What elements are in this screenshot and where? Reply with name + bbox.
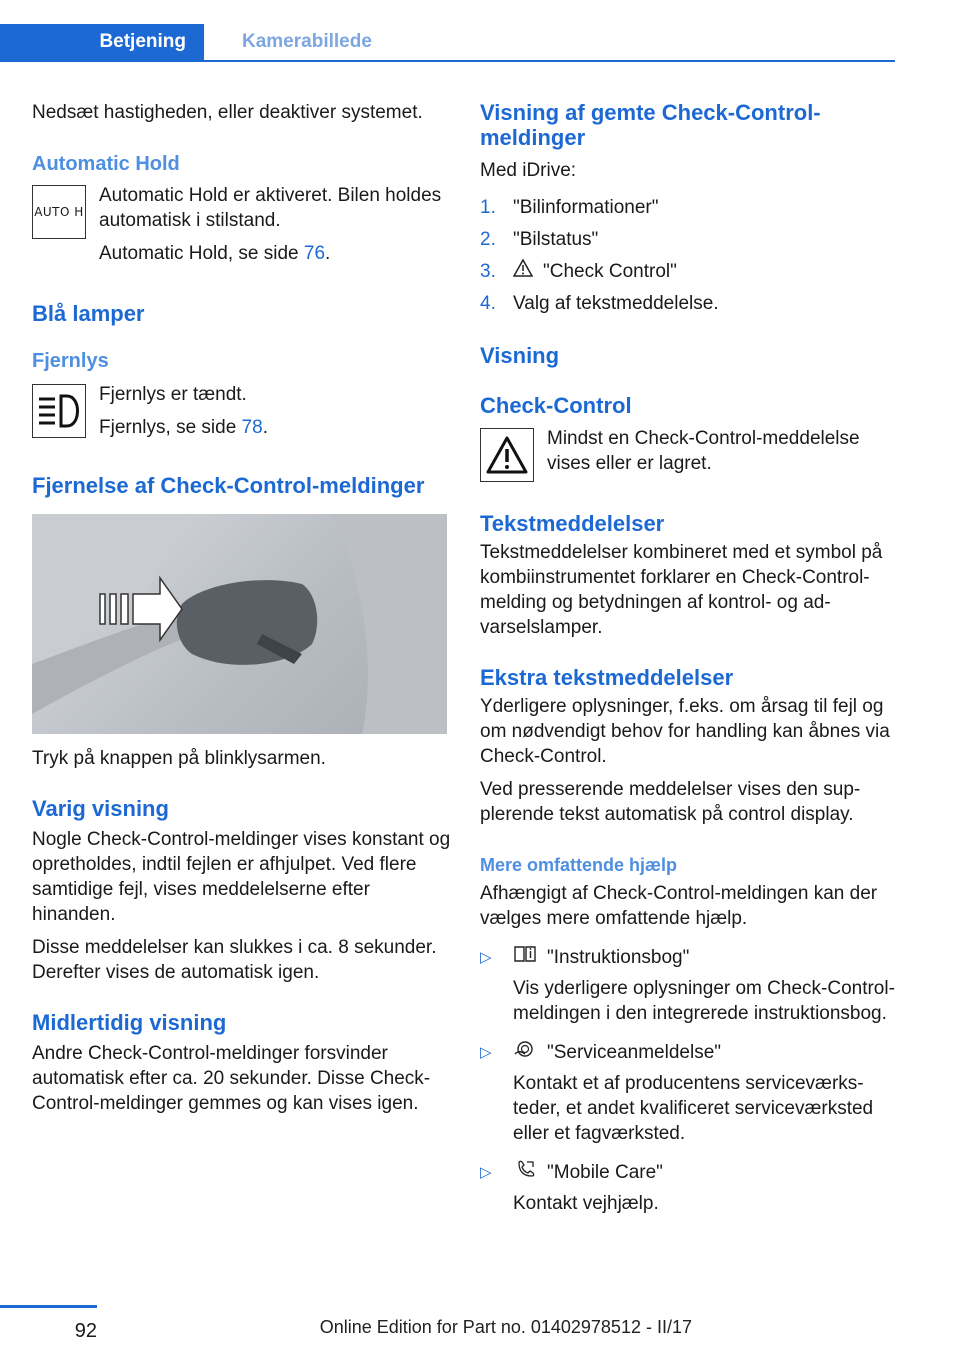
autohold-page-link[interactable]: 76: [303, 243, 326, 264]
help-item-label[interactable]: "Instruktionsbog": [547, 947, 690, 968]
check-control-warning-icon: [480, 428, 534, 482]
page-number: 92: [0, 1305, 97, 1343]
stored-heading: Visning af gemte Check-Control-meldinger: [480, 100, 821, 150]
list-item: 2. "Bilstatus": [480, 229, 599, 250]
permanent-heading: Varig visning: [32, 796, 169, 821]
extra-p2: Ved presserende meddelelser vises den supplerende tekst automatisk på control display.: [480, 779, 861, 825]
extra-heading: Ekstra tekstmeddelelser: [480, 665, 734, 690]
autohold-row: [32, 183, 452, 266]
tab-kamerabillede[interactable]: Kamerabillede: [242, 31, 372, 52]
help-item-label[interactable]: "Mobile Care": [547, 1162, 663, 1183]
auto-hold-icon: [32, 185, 86, 239]
help-item-desc: Vis yderligere oplysninger om Check-Control-meldingen i den integrerede instruktionsbog.: [513, 978, 895, 1024]
bullet-triangle-icon: ▷: [480, 949, 492, 966]
service-logo-icon: [513, 1040, 547, 1065]
bullet-triangle-icon: ▷: [480, 1044, 492, 1061]
header-tab-bar: [0, 0, 960, 62]
list-item: 4. Valg af tekstmeddelelse.: [480, 293, 719, 314]
help-p1: Afhængigt af Check-Control-meldingen kan der vælges mere omfattende hjælp.: [480, 883, 878, 929]
help-item-label[interactable]: "Serviceanmeldelse": [547, 1042, 722, 1063]
warning-icon: [513, 259, 543, 284]
high-beam-text2: Fjernlys, se side 78.: [99, 417, 268, 438]
temporary-p1: Andre Check-Control-meldinger forsvinder automatisk efter ca. 20 sekunder. Disse Check-Control-meldinger gemmes og kan vises igen.: [32, 1043, 431, 1114]
high-beam-heading: Fjernlys: [32, 350, 109, 372]
display-heading: Visning: [480, 343, 560, 368]
right-column: [480, 100, 900, 1216]
turn-signal-lever-illustration: [32, 514, 447, 734]
help-heading: Mere omfattende hjælp: [480, 855, 678, 875]
high-beam-page-link[interactable]: 78: [241, 417, 263, 438]
high-beam-text1: Fjernlys er tændt.: [99, 384, 247, 405]
bullet-triangle-icon: ▷: [480, 1164, 492, 1181]
permanent-p1: Nogle Check-Control-meldinger vises konstant og opretholdes, indtil fejlen er afhjulpet. Ved flere samtidige fejl, vises meddelelserne efter hinanden.: [32, 829, 451, 925]
permanent-p2: Disse meddelelser kan slukkes i ca. 8 sekunder. Derefter vises de automatisk igen.: [32, 937, 437, 983]
textmsg-p1: Tekstmeddelelser kombineret med et symbol på kombiinstrumentet forklarer en Check-Control-melding og betydningen af kontrol- og advarselslamper.: [480, 542, 883, 638]
left-column: [32, 100, 452, 1116]
check-control-row: [480, 426, 900, 482]
tab-betjening[interactable]: Betjening: [0, 24, 204, 60]
book-icon: [513, 945, 547, 970]
help-item-manual: [480, 945, 900, 1026]
high-beam-row: [32, 382, 452, 440]
help-item-service: [480, 1040, 900, 1146]
stored-steps: [480, 195, 900, 316]
autohold-text2: Automatic Hold, se side 76.: [99, 243, 331, 264]
edition-footer: Online Edition for Part no. 01402978512 - II/17: [319, 1317, 692, 1337]
help-item-mobile-care: [480, 1160, 900, 1216]
autohold-heading: Automatic Hold: [32, 153, 180, 175]
autohold-text1: Automatic Hold er aktiveret. Bilen holdes automatisk i stilstand.: [99, 185, 442, 231]
photo-caption: Tryk på knappen på blinklysarmen.: [32, 748, 326, 769]
blue-lamps-heading: Blå lamper: [32, 301, 145, 326]
remove-heading: Fjernelse af Check-Control-meldinger: [32, 473, 425, 498]
check-control-text: Mindst en Check-Control-meddelelse vises eller er lagret.: [547, 428, 860, 474]
help-item-desc: Kontakt vejhjælp.: [513, 1193, 659, 1214]
textmsg-heading: Tekstmeddelelser: [480, 511, 665, 536]
lever-drawing: [32, 514, 447, 734]
temporary-heading: Midlertidig visning: [32, 1010, 227, 1035]
list-item: 3. "Check Control": [480, 261, 677, 282]
check-control-heading: Check-Control: [480, 393, 632, 418]
extra-p1: Yderligere oplysninger, f.eks. om årsag til fejl og om nødvendigt behov for handling kan åbnes via Check-Control.: [480, 696, 890, 767]
auto-hold-icon-label: AUTO H: [34, 205, 84, 219]
list-item: 1. "Bilinformationer": [480, 197, 659, 218]
intro-text: Nedsæt hastigheden, eller deaktiver systemet.: [32, 102, 423, 123]
help-item-desc: Kontakt et af producentens serviceværksteder, et andet kvalificeret serviceværksted eller et fagværksted.: [513, 1073, 874, 1144]
high-beam-icon: [32, 384, 86, 438]
roadside-assistance-icon: [513, 1160, 547, 1185]
stored-intro: Med iDrive:: [480, 160, 577, 181]
header-divider: [0, 60, 895, 62]
